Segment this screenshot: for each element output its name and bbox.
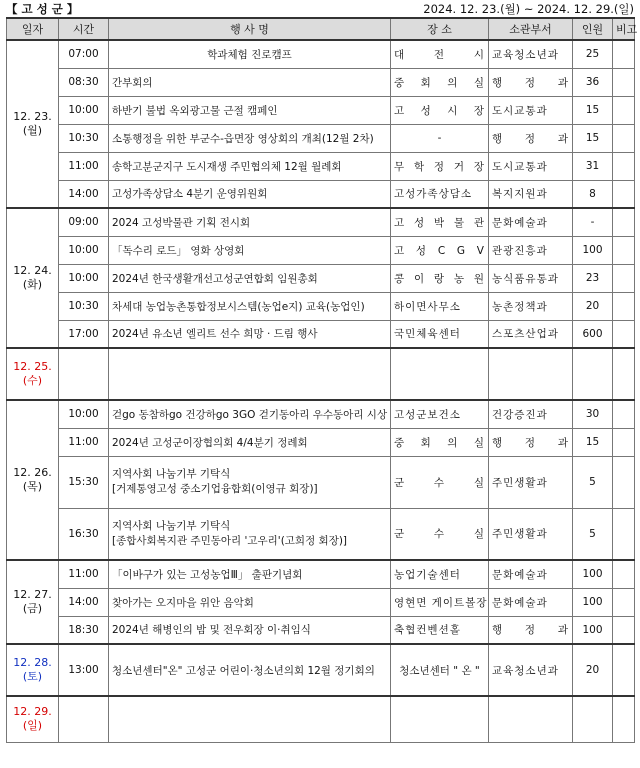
place-cell: 중 회 의 실 bbox=[391, 428, 489, 456]
count-cell: 15 bbox=[573, 124, 613, 152]
time-cell: 11:00 bbox=[59, 428, 109, 456]
event-text: 2024 고성박물관 기획 전시회 bbox=[112, 216, 251, 229]
day-cell bbox=[7, 208, 59, 348]
dept-cell: 도시교통과 bbox=[489, 152, 573, 180]
day-date: 12. 26. bbox=[13, 466, 52, 479]
event-text: 고성가족상담소 4분기 운영위원회 bbox=[112, 188, 268, 201]
table-row bbox=[7, 40, 635, 68]
day-cell bbox=[7, 696, 59, 742]
note-cell bbox=[613, 616, 635, 644]
event-cell bbox=[109, 68, 391, 96]
time-cell: 17:00 bbox=[59, 320, 109, 348]
table-row bbox=[7, 400, 635, 428]
table-row bbox=[7, 68, 635, 96]
dept-cell: 행 정 과 bbox=[489, 124, 573, 152]
time-cell bbox=[59, 348, 109, 400]
count-cell: 20 bbox=[573, 644, 613, 696]
day-date: 12. 24. bbox=[13, 264, 52, 277]
place-cell: 중 회 의 실 bbox=[391, 68, 489, 96]
day-date: 12. 25. bbox=[13, 360, 52, 373]
count-cell: 30 bbox=[573, 400, 613, 428]
note-cell bbox=[613, 264, 635, 292]
date-range: 2024. 12. 23.(월) ~ 2024. 12. 29.(일) bbox=[423, 2, 634, 16]
event-text: 차세대 농업농촌통합정보시스템(농업e지) 교육(농업인) bbox=[112, 300, 365, 313]
note-cell bbox=[613, 400, 635, 428]
table-row bbox=[7, 560, 635, 588]
place-cell: 고성가족상담소 bbox=[391, 180, 489, 208]
col-note: 비고 bbox=[613, 18, 635, 40]
note-cell bbox=[613, 508, 635, 560]
place-cell: 고 성 박 물 관 bbox=[391, 208, 489, 236]
note-cell bbox=[613, 644, 635, 696]
count-cell: 100 bbox=[573, 560, 613, 588]
count-cell: 100 bbox=[573, 616, 613, 644]
col-place: 장 소 bbox=[391, 18, 489, 40]
time-cell: 16:30 bbox=[59, 508, 109, 560]
dept-cell: 주민생활과 bbox=[489, 456, 573, 508]
event-cell bbox=[109, 560, 391, 588]
table-row bbox=[7, 428, 635, 456]
event-cell bbox=[109, 320, 391, 348]
event-text: 2024년 유소년 엘리트 선수 희망 · 드림 행사 bbox=[112, 328, 318, 341]
event-cell bbox=[109, 208, 391, 236]
place-cell: 군 수 실 bbox=[391, 508, 489, 560]
day-weekday: (목) bbox=[22, 480, 43, 493]
count-cell: 5 bbox=[573, 456, 613, 508]
event-cell bbox=[109, 588, 391, 616]
note-cell bbox=[613, 588, 635, 616]
time-cell: 10:00 bbox=[59, 96, 109, 124]
event-text: 간부회의 bbox=[112, 76, 153, 89]
event-text: 2024년 한국생활개선고성군연합회 임원총회 bbox=[112, 272, 318, 285]
place-cell: 축협컨벤션홀 bbox=[391, 616, 489, 644]
event-line: 지역사회 나눔기부 기탁식 bbox=[112, 519, 231, 532]
day-weekday: (토) bbox=[22, 670, 43, 683]
place-cell: 무 학 정 거 장 bbox=[391, 152, 489, 180]
day-date: 12. 28. bbox=[13, 656, 52, 669]
header-bar bbox=[6, 0, 634, 16]
time-cell: 07:00 bbox=[59, 40, 109, 68]
table-row bbox=[7, 208, 635, 236]
place-cell bbox=[391, 348, 489, 400]
dept-cell bbox=[489, 348, 573, 400]
event-text: 찾아가는 오지마을 위안 음악회 bbox=[112, 596, 254, 609]
table-row bbox=[7, 236, 635, 264]
event-cell bbox=[109, 152, 391, 180]
table-row bbox=[7, 320, 635, 348]
dept-cell bbox=[489, 696, 573, 742]
table-row bbox=[7, 696, 635, 742]
time-cell: 14:00 bbox=[59, 180, 109, 208]
place-cell: 대 전 시 bbox=[391, 40, 489, 68]
table-row bbox=[7, 644, 635, 696]
count-cell: 15 bbox=[573, 96, 613, 124]
note-cell bbox=[613, 124, 635, 152]
dept-cell: 교육청소년과 bbox=[489, 40, 573, 68]
place-cell: 청소년센터 " 온 " bbox=[391, 644, 489, 696]
day-weekday: (금) bbox=[22, 602, 43, 615]
dept-cell: 농식품유통과 bbox=[489, 264, 573, 292]
event-cell bbox=[109, 400, 391, 428]
dept-cell: 복지지원과 bbox=[489, 180, 573, 208]
event-cell bbox=[109, 348, 391, 400]
event-subline: [종합사회복지관 주민동아리 '고우리'(고희정 회장)] bbox=[112, 534, 348, 547]
day-date: 12. 27. bbox=[13, 588, 52, 601]
note-cell bbox=[613, 696, 635, 742]
day-cell bbox=[7, 348, 59, 400]
header-row bbox=[7, 18, 635, 40]
count-cell bbox=[573, 696, 613, 742]
event-cell bbox=[109, 616, 391, 644]
time-cell: 11:00 bbox=[59, 560, 109, 588]
place-cell bbox=[391, 696, 489, 742]
place-cell: 고 성 C G V bbox=[391, 236, 489, 264]
event-text: 소통행정을 위한 부군수-읍면장 영상회의 개최(12월 2차) bbox=[112, 132, 374, 145]
time-cell: 10:30 bbox=[59, 292, 109, 320]
note-cell bbox=[613, 320, 635, 348]
dept-cell: 건강증진과 bbox=[489, 400, 573, 428]
time-cell: 15:30 bbox=[59, 456, 109, 508]
place-cell: 고 성 시 장 bbox=[391, 96, 489, 124]
count-cell: 5 bbox=[573, 508, 613, 560]
dept-cell: 교육청소년과 bbox=[489, 644, 573, 696]
place-cell: 하이면사무소 bbox=[391, 292, 489, 320]
count-cell: 20 bbox=[573, 292, 613, 320]
note-cell bbox=[613, 456, 635, 508]
place-cell: 군 수 실 bbox=[391, 456, 489, 508]
day-date: 12. 29. bbox=[13, 705, 52, 719]
count-cell: 15 bbox=[573, 428, 613, 456]
table-row bbox=[7, 508, 635, 560]
count-cell: 8 bbox=[573, 180, 613, 208]
event-cell bbox=[109, 456, 391, 508]
note-cell bbox=[613, 68, 635, 96]
region-title: 【 고 성 군 】 bbox=[6, 2, 79, 16]
dept-cell: 행 정 과 bbox=[489, 68, 573, 96]
place-cell: 콩 이 랑 농 원 bbox=[391, 264, 489, 292]
time-cell: 08:30 bbox=[59, 68, 109, 96]
count-cell: 600 bbox=[573, 320, 613, 348]
event-text: 「이바구가 있는 고성농업Ⅲ」 출판기념회 bbox=[112, 568, 303, 581]
col-dept: 소관부서 bbox=[489, 18, 573, 40]
time-cell bbox=[59, 696, 109, 742]
day-cell bbox=[7, 40, 59, 208]
event-text: 2024년 고성군이장협의회 4/4분기 정례회 bbox=[112, 436, 308, 449]
dept-cell: 주민생활과 bbox=[489, 508, 573, 560]
event-cell bbox=[109, 96, 391, 124]
dept-cell: 문화예술과 bbox=[489, 560, 573, 588]
day-date: 12. 23. bbox=[13, 110, 52, 123]
day-weekday: (화) bbox=[22, 278, 43, 291]
note-cell bbox=[613, 40, 635, 68]
note-cell bbox=[613, 180, 635, 208]
count-cell: - bbox=[573, 208, 613, 236]
time-cell: 11:00 bbox=[59, 152, 109, 180]
schedule-table bbox=[6, 17, 638, 743]
col-time: 시간 bbox=[59, 18, 109, 40]
time-cell: 09:00 bbox=[59, 208, 109, 236]
event-cell bbox=[109, 236, 391, 264]
count-cell: 100 bbox=[573, 588, 613, 616]
event-subline: [거제통영고성 중소기업융합회(이영규 회장)] bbox=[112, 483, 318, 495]
table-row bbox=[7, 292, 635, 320]
event-text: 학과체험 진로캠프 bbox=[207, 48, 292, 61]
table-row bbox=[7, 348, 635, 400]
dept-cell: 문화예술과 bbox=[489, 208, 573, 236]
dept-cell: 농촌정책과 bbox=[489, 292, 573, 320]
dept-cell: 문화예술과 bbox=[489, 588, 573, 616]
table-row bbox=[7, 616, 635, 644]
event-text: 2024년 해병인의 밤 및 전우회장 이·취임식 bbox=[112, 624, 311, 637]
table-row bbox=[7, 264, 635, 292]
dept-cell: 관광진흥과 bbox=[489, 236, 573, 264]
count-cell: 100 bbox=[573, 236, 613, 264]
note-cell bbox=[613, 560, 635, 588]
note-cell bbox=[613, 348, 635, 400]
place-cell: 고성군보건소 bbox=[391, 400, 489, 428]
time-cell: 14:00 bbox=[59, 588, 109, 616]
dept-cell: 도시교통과 bbox=[489, 96, 573, 124]
table-row bbox=[7, 96, 635, 124]
place-cell: 국민체육센터 bbox=[391, 320, 489, 348]
col-event: 행 사 명 bbox=[109, 18, 391, 40]
event-text: 송학고분군지구 도시재생 주민협의체 12월 월례회 bbox=[112, 160, 342, 173]
dept-cell: 행 정 과 bbox=[489, 428, 573, 456]
time-cell: 18:30 bbox=[59, 616, 109, 644]
col-date: 일자 bbox=[7, 18, 59, 40]
count-cell: 23 bbox=[573, 264, 613, 292]
day-weekday: (수) bbox=[22, 374, 43, 387]
event-cell bbox=[109, 644, 391, 696]
event-cell bbox=[109, 124, 391, 152]
note-cell bbox=[613, 96, 635, 124]
day-weekday: (월) bbox=[22, 124, 43, 137]
place-cell: 영현면 게이트볼장 bbox=[391, 588, 489, 616]
place-cell: - bbox=[391, 124, 489, 152]
event-line: 지역사회 나눔기부 기탁식 bbox=[112, 468, 231, 480]
time-cell: 10:00 bbox=[59, 264, 109, 292]
event-cell bbox=[109, 292, 391, 320]
note-cell bbox=[613, 428, 635, 456]
time-cell: 13:00 bbox=[59, 644, 109, 696]
schedule-body bbox=[7, 40, 635, 742]
place-cell: 농업기술센터 bbox=[391, 560, 489, 588]
count-cell: 36 bbox=[573, 68, 613, 96]
table-row bbox=[7, 456, 635, 508]
table-row bbox=[7, 180, 635, 208]
event-cell bbox=[109, 508, 391, 560]
event-cell bbox=[109, 696, 391, 742]
dept-cell: 스포츠산업과 bbox=[489, 320, 573, 348]
note-cell bbox=[613, 292, 635, 320]
time-cell: 10:30 bbox=[59, 124, 109, 152]
time-cell: 10:00 bbox=[59, 236, 109, 264]
day-cell bbox=[7, 560, 59, 644]
day-cell bbox=[7, 400, 59, 560]
count-cell: 31 bbox=[573, 152, 613, 180]
event-cell bbox=[109, 264, 391, 292]
event-text: 청소년센터"온" 고성군 어린이·청소년의회 12월 정기회의 bbox=[112, 664, 375, 677]
note-cell bbox=[613, 236, 635, 264]
col-count: 인원 bbox=[573, 18, 613, 40]
event-cell bbox=[109, 428, 391, 456]
table-row bbox=[7, 152, 635, 180]
table-row bbox=[7, 588, 635, 616]
day-cell bbox=[7, 644, 59, 696]
count-cell: 25 bbox=[573, 40, 613, 68]
count-cell bbox=[573, 348, 613, 400]
event-cell bbox=[109, 180, 391, 208]
event-text: 걷go 동참하go 건강하go 3GO 걷기동아리 우수동아리 시상 bbox=[112, 408, 388, 421]
note-cell bbox=[613, 208, 635, 236]
event-text: 「독수리 로드」 영화 상영회 bbox=[112, 244, 245, 257]
event-cell bbox=[109, 40, 391, 68]
table-row bbox=[7, 124, 635, 152]
dept-cell: 행 정 과 bbox=[489, 616, 573, 644]
event-text: 하반기 불법 옥외광고물 근절 캠페인 bbox=[112, 104, 278, 117]
day-weekday: (일) bbox=[22, 719, 43, 733]
note-cell bbox=[613, 152, 635, 180]
time-cell: 10:00 bbox=[59, 400, 109, 428]
